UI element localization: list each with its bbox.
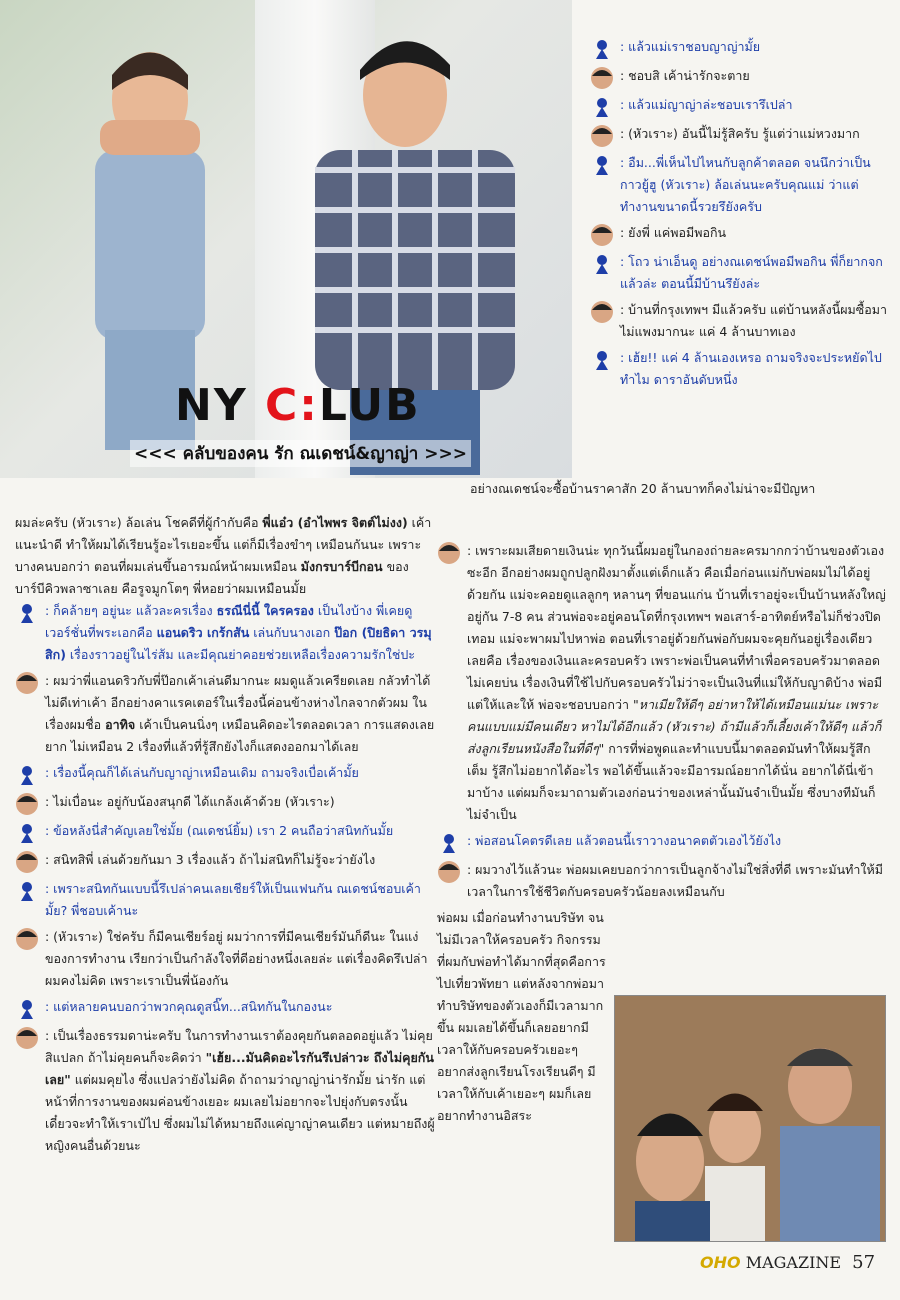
answer-item: : บ้านที่กรุงเทพฯ มีแล้วครับ แต่บ้านหลังนี้ผมซื้อมาไม่แพงมากนะ แค่ 4 ล้านบาทเอง: [590, 299, 890, 343]
interviewee-avatar-icon: [15, 1026, 39, 1050]
question-item: : ข้อหลังนี่สำคัญเลยใช่มั้ย (ณเดชน์ยิ้ม) เรา 2 คนถือว่าสนิทกันมั้ย: [15, 820, 435, 845]
answer-item: : ยังพี่ แค่พอมีพอกิน: [590, 222, 890, 247]
answer-item: : เป็นเรื่องธรรมดาน่ะครับ ในการทำงานเราต้องคุยกันตลอดอยู่แล้ว ไม่คุยสิแปลก ถ้าไม่คุยคนก็จะคิดว่า "เฮ้ย...มันคิดอะไรกันรึเปล่าวะ ถึงไม่คุยกันเลย" แต่ผมคุยไง ซึ่งแปลว่ายังไม่คิด ถ้าถามว่าญาญ่าน่ารักมั้ย น่ารัก แต่หน้าที่การงานของผมค่อนข้างเยอะ ผมเลยไม่อยากจะไปยุ่งกับตรงนั้น เดี๋ยวจะทำให้เราเป๋ไป ซึ่งผมไม่ได้หมายถึงแค่ญาญ่าคนเดียว แต่หมายถึงผู้หญิงคนอื่นด้วยนะ: [15, 1025, 435, 1157]
magazine-logo: OHO: [700, 1253, 741, 1272]
question-item: : ก็คล้ายๆ อยู่นะ แล้วละครเรื่อง ธรณีนี่นี้ ใครครอง เป็นไงบ้าง พี่เคยดูเวอร์ชั่นที่พระเอกคือ แอนดริว เกร้กสัน เล่นกับนางเอก ป๊อก (ปิยธิดา วรมุสิก) เรื่องราวอยู่ในไร่ส้ม และมีคุณย่าคอยช่วยเหลือเรื่องความรักใช่ปะ: [15, 600, 435, 666]
interviewee-avatar-icon: [15, 850, 39, 874]
question-item: : เฮ้ย!! แค่ 4 ล้านเองเหรอ ถามจริงจะประหยัดไปทำไม ดาราอันดับหนึ่ง: [590, 347, 890, 391]
question-item: : แต่หลายคนบอกว่าพวกคุณดูสนิ๊ท...สนิทกันในกองนะ: [15, 996, 435, 1021]
question-item: : เพราะสนิทกันแบบนี้รึเปล่าคนเลยเชียร์ให้เป็นแฟนกัน ณเดชน์ชอบเค้ามั้ย? พี่ชอบเค้านะ: [15, 878, 435, 922]
question-item: : เรื่องนี้คุณก็ได้เล่นกับญาญ่าเหมือนเดิม ถามจริงเบื่อเค้ามั้ย: [15, 762, 435, 787]
answer-item: : สนิทสิพี่ เล่นด้วยกันมา 3 เรื่องแล้ว ถ้าไม่สนิทก็ไม่รู้จะว่ายังไง: [15, 849, 435, 874]
interviewer-icon: [590, 252, 614, 276]
family-photo: [614, 995, 886, 1242]
interview-column-left: [15, 512, 435, 1161]
club-title: NY C:LUB: [175, 380, 421, 431]
question-item: : อืม...พี่เห็นไปไหนกับลูกค้าตลอด จนนึกว่าเป็นกาวยู้ฮู (หัวเราะ) ล้อเล่นนะครับคุณแม่ ว่าแต่ทำงานขนาดนี้รวยรึยังครับ: [590, 152, 890, 218]
answer-item: : ชอบสิ เค้าน่ารักจะตาย: [590, 65, 890, 90]
interviewer-icon: [590, 37, 614, 61]
interviewer-icon: [15, 763, 39, 787]
family-photo-icon: [615, 996, 885, 1241]
question-item: : โถว น่าเอ็นดู อย่างณเดชน์พอมีพอกิน พี่ก็ยากจกแล้วล่ะ ตอนนี้มีบ้านรึยังล่ะ: [590, 251, 890, 295]
interviewer-icon: [15, 821, 39, 845]
interviewer-icon: [590, 348, 614, 372]
question-item: : แล้วแม่เราชอบญาญ่ามั้ย: [590, 36, 890, 61]
paragraph: ผมล่ะครับ (หัวเราะ) ล้อเล่น โชคดีที่ผู้กำกับคือ พี่แอ๋ว (อำไพพร จิตต์ไม่งง) เค้าแนะนำดี ทำให้ผมได้เรียนรู้อะไรเยอะขึ้น แต่ก็มีเรื่องขำๆ เหมือนกันนะ เพราะบางคนบอกว่า ตอนที่ผมเล่นขึ้นอารมณ์หน้าผมเหมือน มังกรบาร์บีกอน ของบาร์บีคิวพลาซาเลย คือรูจมูกโตๆ พี่หอยว่าผมเหมือนมั้ย: [15, 515, 432, 596]
answer-item: : ผมวางไว้แล้วนะ พ่อผมเคยบอกว่าการเป็นลูกจ้างไม่ใช่สิ่งที่ดี เพราะมันทำให้มีเวลาในการใช้ชีวิตกับครอบครัวน้อยลงเหมือนกับ: [437, 859, 887, 903]
question-item: : แล้วแม่ญาญ่าล่ะชอบเรารึเปล่า: [590, 94, 890, 119]
cover-photo: [0, 0, 572, 478]
interviewee-avatar-icon: [590, 66, 614, 90]
interviewee-avatar-icon: [15, 927, 39, 951]
interviewee-avatar-icon: [590, 300, 614, 324]
interviewee-avatar-icon: [15, 671, 39, 695]
answer-item: : ไม่เบื่อนะ อยู่กับน้องสนุกดี ได้แกล้งเค้าด้วย (หัวเราะ): [15, 791, 435, 816]
answer-item: : (หัวเราะ) ใช่ครับ ก็มีคนเชียร์อยู่ ผมว่าการที่มีคนเชียร์มันก็ดีนะ ในแง่ของการทำงาน เรียกว่าเป็นกำลังใจที่ดีอย่างหนึ่งเลยล่ะ แต่เรื่องคิดรึเปล่า ผมคงไม่คิด เพราะเราเป็นพี่น้องกัน: [15, 926, 435, 992]
interview-column-top: [590, 36, 890, 395]
interviewee-avatar-icon: [15, 792, 39, 816]
interviewer-icon: [437, 831, 461, 855]
interviewer-icon: [15, 601, 39, 625]
interviewer-icon: [590, 153, 614, 177]
interviewer-icon: [15, 879, 39, 903]
interviewer-icon: [15, 997, 39, 1021]
club-heading: [100, 380, 560, 475]
magazine-name: MAGAZINE: [745, 1253, 842, 1272]
paragraph: พ่อผม เมื่อก่อนทำงานบริษัท จนไม่มีเวลาให้ครอบครัว กิจกรรมที่ผมกับพ่อทำได้มากที่สุดคือการไปเที่ยวพัทยา แต่หลังจากพ่อมาทำบริษัทของตัวเองก็มีเวลามากขึ้น ผมเลยได้ขึ้นก็เลยอยากมีเวลาให้กับครอบครัวเยอะๆ อยากส่งลูกเรียนโรงเรียนดีๆ มีเวลาให้กับเค้าเยอะๆ ผมก็เลยอยากทำงานอิสระ: [437, 910, 606, 1123]
club-subtitle: <<< คลับของคน รัก ณเดชน์&ญาญ่า >>>: [130, 440, 471, 467]
answer-item: : ผมว่าพี่แอนดริวกับพี่ป๊อกเค้าเล่นดีมากนะ ผมดูแล้วเครียดเลย กลัวทำได้ไม่ดีเท่าเค้า อีกอย่างคาแรคเตอร์ในเรื่องนี้ค่อนข้างห่างไกลจากตัวผม ในเรื่องผมชื่อ อาทิจ เค้าเป็นคนนิ่งๆ เหมือนคิดอะไรตลอดเวลา การแสดงเลยยาก ไม่เหมือน 2 เรื่องที่แล้วที่รู้สึกยังไงก็แสดงออกมาได้เลย: [15, 670, 435, 758]
continued-text: อย่างณเดชน์จะซื้อบ้านราคาสัก 20 ล้านบาทก็คงไม่น่าจะมีปัญหา: [470, 481, 816, 496]
answer-item: : เพราะผมเสียดายเงินน่ะ ทุกวันนี้ผมอยู่ในกองถ่ายละครมากกว่าบ้านของตัวเองซะอีก อีกอย่างผมถูกปลูกฝังมาตั้งแต่เด็กแล้ว คือเมื่อก่อนแม่กับพ่อผมไม่ได้อยู่ด้วยกัน แม่จะคอยดูแลลูกๆ หลานๆ ที่ขอนแก่น บ้านที่เราอยู่จะเป็นบ้านหลังใหญ่ อยู่กัน 7-8 คน ส่วนพ่อจะอยู่คอนโดที่กรุงเทพฯ พอเสาร์-อาทิตย์หรือไม่ก็ช่วงปิดเทอม แม่จะพาผมไปหาพ่อ ตอนที่เราอยู่ด้วยกันพ่อกับผมจะคุยกันอยู่เรื่องเดียวเลยคือ เรื่องของเงินและครอบครัว เพราะพ่อเป็นคนที่ทำเพื่อครอบครัวมาตลอด ไม่เคยบ่น เรื่องเงินที่ใช้ไปกับครอบครัวไม่ว่าจะเป็นเงินที่แม่ให้กับญาติบ้าง พ่อมีแต่ให้และให้ พ่อจะชอบบอกว่า "หาเมียให้ดีๆ อย่าหาให้ได้เหมือนแม่นะ เพราะคนแบบแม่มีคนเดียว หาไม่ได้อีกแล้ว (หัวเราะ) ถ้ามีแล้วก็เลี้ยงเค้าให้ดีๆ แล้วก็ส่งลูกเรียนหนังสือในที่ดีๆ" การที่พ่อพูดและทำแบบนี้มาตลอดมันทำให้ผมรู้สึกเต็ม รู้สึกไม่อยากได้อะไร พอได้ขึ้นแล้วจะมีอารมณ์อยากได้นั่น อยากได้นี่เข้ามาบ้าง แต่ผมก็จะมาถามตัวเองก่อนว่าของเหล่านั้นมันจำเป็นมั้ย ซึ่งบางทีมันก็ไม่จำเป็น: [437, 540, 887, 826]
answer-item: : (หัวเราะ) อันนี้ไม่รู้สิครับ รู้แต่ว่าแม่หวงมาก: [590, 123, 890, 148]
interviewee-avatar-icon: [437, 860, 461, 884]
interviewee-avatar-icon: [437, 541, 461, 565]
page-footer: [700, 1252, 875, 1273]
question-item: : พ่อสอนโคตรดีเลย แล้วตอนนี้เราวางอนาคตตัวเองไว้ยังไง: [437, 830, 887, 855]
page-number: 57: [852, 1252, 876, 1273]
interviewee-avatar-icon: [590, 124, 614, 148]
interviewee-avatar-icon: [590, 223, 614, 247]
interviewer-icon: [590, 95, 614, 119]
